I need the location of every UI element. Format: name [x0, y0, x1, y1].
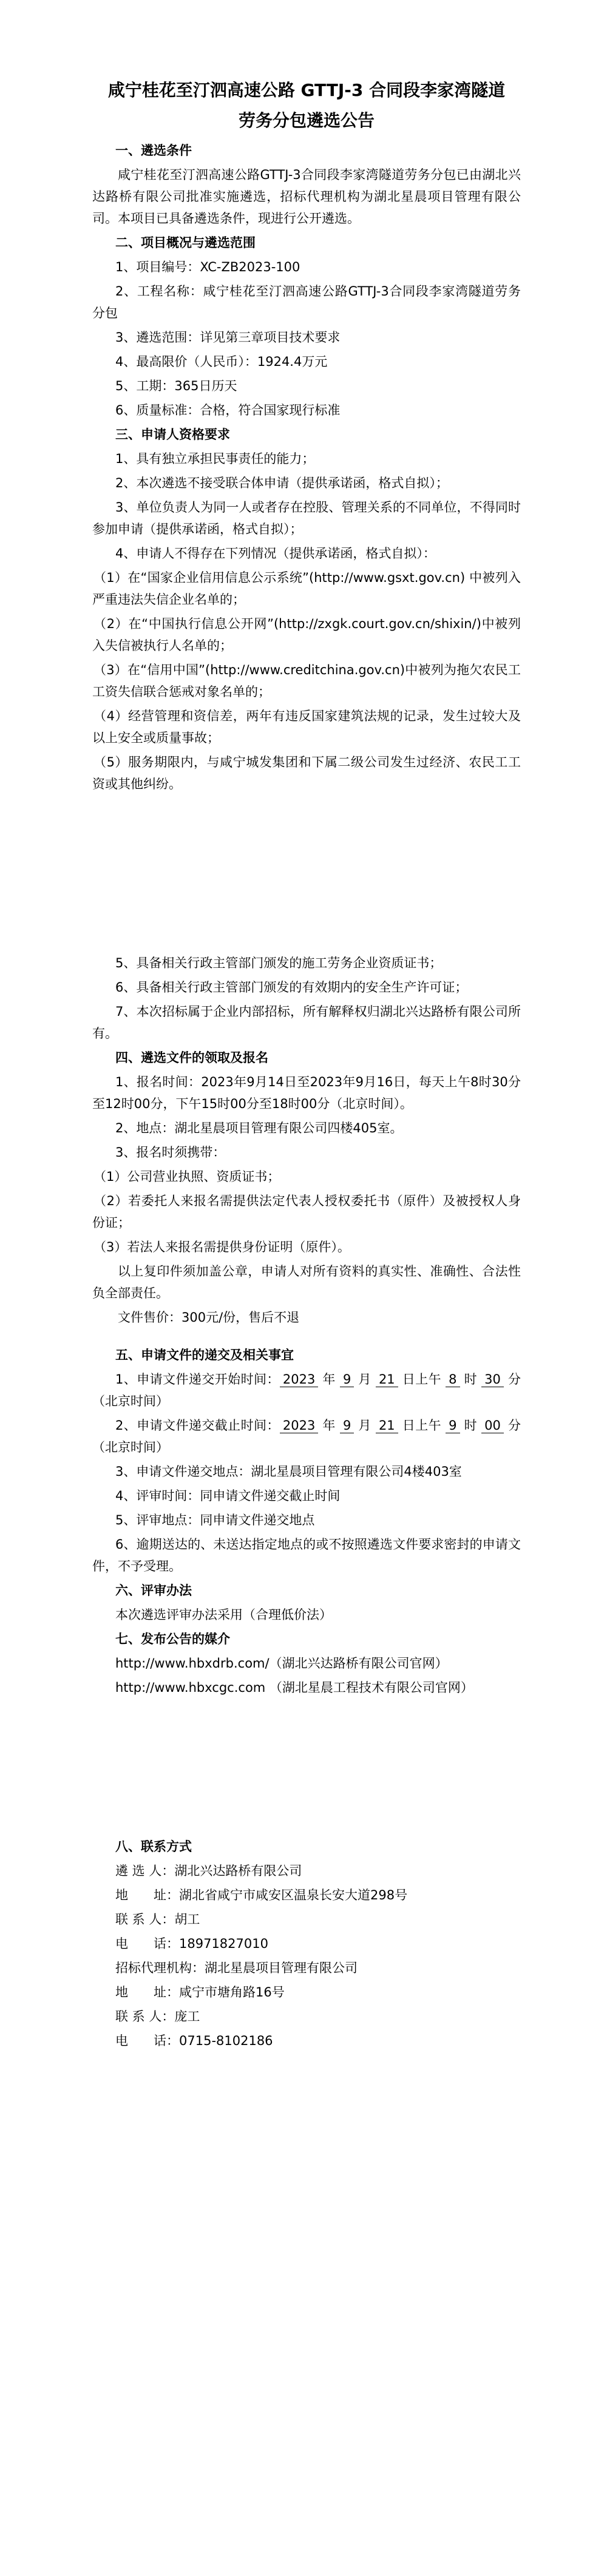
item-review-method: 本次遴选评审办法采用（合理低价法） [115, 1607, 332, 1622]
heading-applicant-qualifications: 三、申请人资格要求 [115, 427, 230, 442]
text-segment: 年 [318, 1372, 340, 1387]
sub-credit-record: （4）经营管理和资信差，两年有违反国家建筑法规的记录，发生过较大及以上安全或质量事故； [92, 709, 521, 745]
heading-contact: 八、联系方式 [115, 1839, 192, 1854]
para-selection-conditions: 咸宁桂花至汀泗高速公路GTTJ-3合同段李家湾隧道劳务分包已由湖北兴达路桥有限公司批准实施遴选，招标代理机构为湖北星晨项目管理有限公司。本项目已具备遴选条件，现进行公开遴选。 [92, 167, 521, 226]
item-project-number: 1、项目编号：XC-ZB2023-100 [115, 260, 300, 274]
heading-review-method: 六、评审办法 [115, 1583, 192, 1598]
page-break-2 [92, 1701, 521, 1836]
item-qualification-4: 4、申请人不得存在下列情况（提供承诺函，格式自拟）： [115, 546, 436, 561]
item-registration-time: 1、报名时间：2023年9月14日至2023年9月16日，每天上午8时30分至12时00分，下午15时00分至18时00分（北京时间）。 [92, 1075, 521, 1111]
item-project-name: 2、工程名称：咸宁桂花至汀泗高速公路GTTJ-3合同段李家湾隧道劳务分包 [92, 284, 521, 320]
contact-selector: 遴 选 人：湖北兴达路桥有限公司 [115, 1864, 302, 1878]
heading-submission: 五、申请文件的递交及相关事宜 [115, 1348, 294, 1362]
item-qualification-1: 1、具有独立承担民事责任的能力； [115, 451, 315, 466]
blank-value: 21 [376, 1372, 398, 1387]
item-qualification-6: 6、具备相关行政主管部门颁发的有效期内的安全生产许可证； [115, 980, 468, 995]
contact-person-1: 联 系 人：胡工 [115, 1912, 200, 1927]
contact-address-2: 地 址：咸宁市塘角路16号 [115, 1985, 285, 2000]
document [92, 0, 521, 2054]
contact-agency: 招标代理机构：湖北星晨项目管理有限公司 [115, 1961, 358, 1975]
blank-value: 8 [446, 1372, 459, 1387]
heading-project-overview: 二、项目概况与遴选范围 [115, 235, 256, 250]
para-document-price: 文件售价：300元/份，售后不退 [118, 1310, 300, 1325]
item-review-time: 4、评审时间：同申请文件递交截止时间 [115, 1489, 341, 1503]
text-segment: 时 [459, 1418, 482, 1433]
sub-credit-gsxt: （1）在“国家企业信用信息公示系统”(http://www.gsxt.gov.cn) 中被列入严重违法失信企业名单的； [92, 570, 521, 607]
text-segment: 分（北京时间） [92, 1418, 521, 1455]
text-segment: 月 [354, 1372, 376, 1387]
blank-value: 9 [446, 1418, 459, 1433]
document-body [92, 140, 521, 2052]
document-title [92, 0, 521, 135]
contact-person-2: 联 系 人：庞工 [115, 2009, 200, 2024]
text-segment: 月 [354, 1418, 376, 1433]
blank-value: 30 [481, 1372, 504, 1387]
blank-line-1 [92, 1331, 521, 1344]
url-hbxcgc: http://www.hbxcgc.com （湖北星晨工程技术有限公司官网） [115, 1680, 473, 1695]
document-title-line-1: 咸宁桂花至汀泗高速公路 GTTJ-3 合同段李家湾隧道 [107, 80, 506, 100]
heading-announcement-media: 七、发布公告的媒介 [115, 1632, 230, 1646]
blank-value: 2023 [280, 1372, 318, 1387]
sub-bring-license: （1）公司营业执照、资质证书； [93, 1169, 280, 1184]
item-registration-bring: 3、报名时须携带： [115, 1145, 226, 1160]
text-segment: 1、申请文件递交开始时间： [115, 1372, 280, 1387]
item-quality-standard: 6、质量标准：合格，符合国家现行标准 [115, 403, 341, 418]
item-review-place: 5、评审地点：同申请文件递交地点 [115, 1513, 315, 1527]
item-overdue: 6、逾期送达的、未送达指定地点的或不按照遴选文件要求密封的申请文件，不予受理。 [92, 1537, 521, 1574]
sub-credit-china: （3）在“信用中国”(http://www.creditchina.gov.cn)中被列为拖欠农民工工资失信联合惩戒对象名单的； [92, 663, 521, 699]
blank-value: 21 [376, 1418, 398, 1433]
item-duration: 5、工期：365日历天 [115, 379, 237, 393]
text-segment: 日上午 [398, 1418, 446, 1433]
blank-value: 00 [481, 1418, 504, 1433]
item-max-price: 4、最高限价（人民币）：1924.4万元 [115, 354, 328, 369]
text-segment: 时 [459, 1372, 482, 1387]
heading-selection-conditions: 一、遴选条件 [115, 143, 192, 158]
item-qualification-5: 5、具备相关行政主管部门颁发的施工劳务企业资质证书； [115, 956, 443, 970]
item-selection-scope: 3、遴选范围：详见第三章项目技术要求 [115, 330, 341, 345]
item-registration-place: 2、地点：湖北星晨项目管理有限公司四楼405室。 [115, 1121, 403, 1135]
blank-value: 9 [340, 1418, 354, 1433]
heading-document-collection: 四、遴选文件的领取及报名 [115, 1050, 268, 1065]
sub-credit-dispute: （5）服务期限内，与咸宁城发集团和下属二级公司发生过经济、农民工工资或其他纠纷。 [92, 755, 521, 791]
item-submission-deadline [92, 1415, 521, 1458]
text-segment: 2、申请文件递交截止时间： [115, 1418, 280, 1433]
item-submission-place: 3、申请文件递交地点：湖北星晨项目管理有限公司4楼403室 [115, 1464, 462, 1479]
page-break-1 [92, 797, 521, 952]
document-title-line-2: 劳务分包遴选公告 [238, 110, 375, 130]
url-hbxdrb: http://www.hbxdrb.com/（湖北兴达路桥有限公司官网） [115, 1656, 448, 1671]
para-copy-seal: 以上复印件须加盖公章，申请人对所有资料的真实性、准确性、合法性负全部责任。 [92, 1264, 521, 1300]
text-segment: 分（北京时间） [92, 1372, 521, 1408]
item-qualification-7: 7、本次招标属于企业内部招标，所有解释权归湖北兴达路桥有限公司所有。 [92, 1004, 521, 1041]
blank-value: 9 [340, 1372, 354, 1387]
item-submission-start [92, 1368, 521, 1412]
contact-phone-1: 电 话：18971827010 [115, 1936, 268, 1951]
item-qualification-3: 3、单位负责人为同一人或者存在控股、管理关系的不同单位，不得同时参加申请（提供承诺函，格式自拟）； [92, 500, 521, 536]
text-segment: 年 [318, 1418, 340, 1433]
blank-value: 2023 [280, 1418, 318, 1433]
contact-address-1: 地 址：湖北省咸宁市咸安区温泉长安大道298号 [115, 1888, 408, 1902]
contact-phone-2: 电 话：0715-8102186 [115, 2033, 273, 2048]
sub-bring-authorization: （2）若委托人来报名需提供法定代表人授权委托书（原件）及被授权人身份证； [92, 1194, 521, 1230]
item-qualification-2: 2、本次遴选不接受联合体申请（提供承诺函，格式自拟）； [115, 476, 449, 490]
text-segment: 日上午 [398, 1372, 446, 1387]
sub-credit-zxgk: （2）在“中国执行信息公开网”(http://zxgk.court.gov.cn/shixin/)中被列入失信被执行人名单的； [92, 617, 521, 653]
sub-bring-identity: （3）若法人来报名需提供身份证明（原件）。 [93, 1240, 350, 1254]
